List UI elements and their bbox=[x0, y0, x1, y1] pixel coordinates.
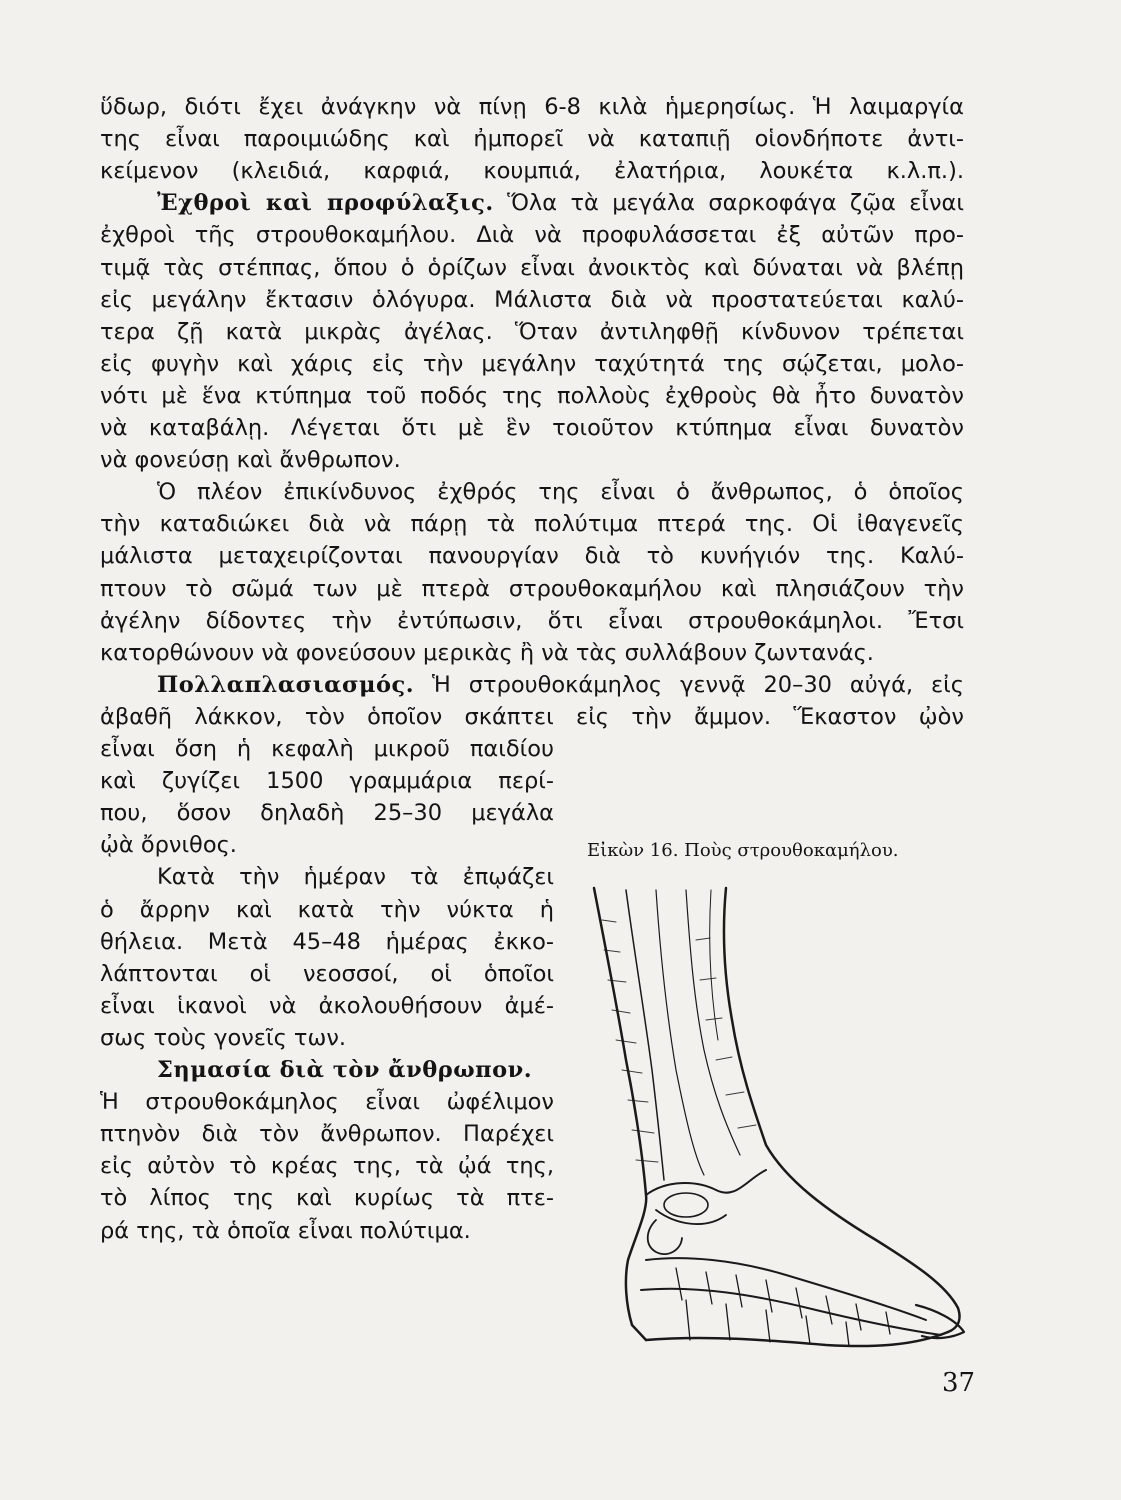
section-heading: Ἐχθροὶ καὶ προφύλαξις. bbox=[157, 190, 494, 216]
text-line bbox=[100, 413, 964, 443]
text-segment: εἰς μεγάλην ἔκτασιν ὁλόγυρα. Μάλιστα διὰ νὰ προστατεύεται καλύ- bbox=[100, 287, 964, 313]
text-line bbox=[100, 798, 554, 828]
text-segment: τὸ λίπος της καὶ κυρίως τὰ πτε- bbox=[100, 1185, 554, 1211]
text-line bbox=[100, 541, 964, 571]
text-line bbox=[100, 253, 964, 283]
text-line bbox=[100, 509, 964, 539]
text-segment: εἶναι ἱκανοὶ νὰ ἀκολουθήσουν ἀμέ- bbox=[100, 993, 554, 1019]
text-line bbox=[100, 188, 964, 218]
text-segment: πτουν τὸ σῶμά των μὲ πτερὰ στρουθοκαμήλου καὶ πλησιάζουν τὴν bbox=[100, 576, 964, 602]
text-segment: Κατὰ τὴν ἡμέραν τὰ ἐπῳάζει bbox=[157, 864, 554, 890]
text-line bbox=[100, 285, 964, 315]
text-line bbox=[100, 991, 554, 1021]
text-line bbox=[100, 92, 964, 122]
text-segment: Ὁ πλέον ἐπικίνδυνος ἐχθρός της εἶναι ὁ ἄνθρωπος, ὁ ὁποῖος bbox=[157, 479, 964, 505]
text-line bbox=[100, 1119, 554, 1149]
text-line bbox=[100, 1055, 554, 1085]
text-segment: ρά της, τὰ ὁποῖα εἶναι πολύτιμα. bbox=[100, 1218, 471, 1244]
text-segment: νὰ φονεύσῃ καὶ ἄνθρωπον. bbox=[100, 447, 401, 473]
text-line bbox=[100, 959, 554, 989]
text-line bbox=[100, 574, 964, 604]
text-segment: σως τοὺς γονεῖς των. bbox=[100, 1025, 347, 1051]
text-line bbox=[100, 734, 554, 764]
text-line bbox=[100, 1087, 554, 1117]
ostrich-foot-illustration bbox=[586, 880, 986, 1360]
text-segment: Ὅλα τὰ μεγάλα σαρκοφάγα ζῷα εἶναι bbox=[493, 190, 964, 216]
text-line bbox=[100, 1151, 554, 1181]
text-line bbox=[100, 895, 554, 925]
text-segment: τὴν καταδιώκει διὰ νὰ πάρῃ τὰ πολύτιμα πτερά της. Οἱ ἰθαγενεῖς bbox=[100, 511, 964, 537]
text-segment: κατορθώνουν νὰ φονεύσουν μερικὰς ἢ νὰ τὰς συλλάβουν ζωντανάς. bbox=[100, 640, 874, 666]
text-segment: ἐχθροὶ τῆς στρουθοκαμήλου. Διὰ νὰ προφυλάσσεται ἐξ αὐτῶν προ- bbox=[100, 222, 964, 248]
text-segment: ἀβαθῆ λάκκον, τὸν ὁποῖον σκάπτει εἰς τὴν ἄμμον. Ἕκαστον ᾠὸν bbox=[100, 704, 964, 730]
text-line bbox=[100, 156, 964, 186]
text-line bbox=[100, 317, 964, 347]
text-line bbox=[100, 702, 964, 732]
text-line bbox=[100, 1023, 554, 1053]
text-segment: θήλεια. Μετὰ 45–48 ἡμέρας ἐκκο- bbox=[100, 929, 554, 955]
text-segment: Ἡ στρουθοκάμηλος εἶναι ὠφέλιμον bbox=[100, 1089, 554, 1115]
text-segment: νὰ καταβάλῃ. Λέγεται ὅτι μὲ ἓν τοιοῦτον κτύπημα εἶναι δυνατὸν bbox=[100, 415, 964, 441]
text-segment: εἰς αὐτὸν τὸ κρέας της, τὰ ᾠά της, bbox=[100, 1153, 554, 1179]
text-line bbox=[100, 445, 964, 475]
page-number: 37 bbox=[942, 1368, 976, 1398]
text-segment: που, ὅσον δηλαδὴ 25–30 μεγάλα bbox=[100, 800, 554, 826]
text-line bbox=[100, 124, 964, 154]
text-segment: ὕδωρ, διότι ἔχει ἀνάγκην νὰ πίνῃ 6-8 κιλὰ ἡμερησίως. Ἡ λαιμαργία bbox=[100, 94, 964, 120]
text-segment: νότι μὲ ἕνα κτύπημα τοῦ ποδός της πολλοὺς ἐχθροὺς θὰ ἦτο δυνατὸν bbox=[100, 383, 964, 409]
text-line bbox=[100, 927, 554, 957]
text-segment: εἶναι ὅση ἡ κεφαλὴ μικροῦ παιδίου bbox=[100, 736, 554, 762]
figure-caption: Εἰκὼν 16. Ποὺς στρουθοκαμήλου. bbox=[587, 840, 899, 861]
text-line bbox=[100, 638, 964, 668]
text-line bbox=[100, 766, 554, 796]
text-segment: τερα ζῇ κατὰ μικρὰς ἀγέλας. Ὅταν ἀντιληφθῇ κίνδυνον τρέπεται bbox=[100, 319, 964, 345]
text-segment: της εἶναι παροιμιώδης καὶ ἠμπορεῖ νὰ καταπιῇ οἱονδήποτε ἀντι- bbox=[100, 126, 964, 152]
text-line bbox=[100, 1216, 554, 1246]
text-line bbox=[100, 862, 554, 892]
text-segment: εἰς φυγὴν καὶ χάρις εἰς τὴν μεγάλην ταχύτητά της σῴζεται, μολο- bbox=[100, 351, 964, 377]
text-segment: λάπτονται οἱ νεοσσοί, οἱ ὁποῖοι bbox=[100, 961, 554, 987]
text-line bbox=[100, 1183, 554, 1213]
text-segment: ἀγέλην δίδοντες τὴν ἐντύπωσιν, ὅτι εἶναι στρουθοκάμηλοι. Ἔτσι bbox=[100, 608, 964, 634]
text-line bbox=[100, 670, 964, 700]
text-segment: μάλιστα μεταχειρίζονται πανουργίαν διὰ τὸ κυνήγιόν της. Καλύ- bbox=[100, 543, 964, 569]
text-segment: ᾠὰ ὄρνιθος. bbox=[100, 832, 237, 858]
section-heading: Σημασία διὰ τὸν ἄνθρωπον. bbox=[157, 1057, 533, 1083]
text-segment: ὁ ἄρρην καὶ κατὰ τὴν νύκτα ἡ bbox=[100, 897, 554, 923]
text-segment: Ἡ στρουθοκάμηλος γεννᾷ 20–30 αὐγά, εἰς bbox=[414, 672, 964, 698]
text-segment: πτηνὸν διὰ τὸν ἄνθρωπον. Παρέχει bbox=[100, 1121, 554, 1147]
section-heading: Πολλαπλασιασμός. bbox=[157, 672, 415, 698]
text-line bbox=[100, 381, 964, 411]
text-line bbox=[100, 830, 554, 860]
text-line bbox=[100, 606, 964, 636]
text-line bbox=[100, 477, 964, 507]
text-segment: κείμενον (κλειδιά, καρφιά, κουμπιά, ἐλατήρια, λουκέτα κ.λ.π.). bbox=[100, 158, 964, 184]
text-line bbox=[100, 349, 964, 379]
text-segment: καὶ ζυγίζει 1500 γραμμάρια περί- bbox=[100, 768, 554, 794]
text-segment: τιμᾷ τὰς στέππας, ὅπου ὁ ὁρίζων εἶναι ἀνοικτὸς καὶ δύναται νὰ βλέπῃ bbox=[100, 255, 964, 281]
text-line bbox=[100, 220, 964, 250]
